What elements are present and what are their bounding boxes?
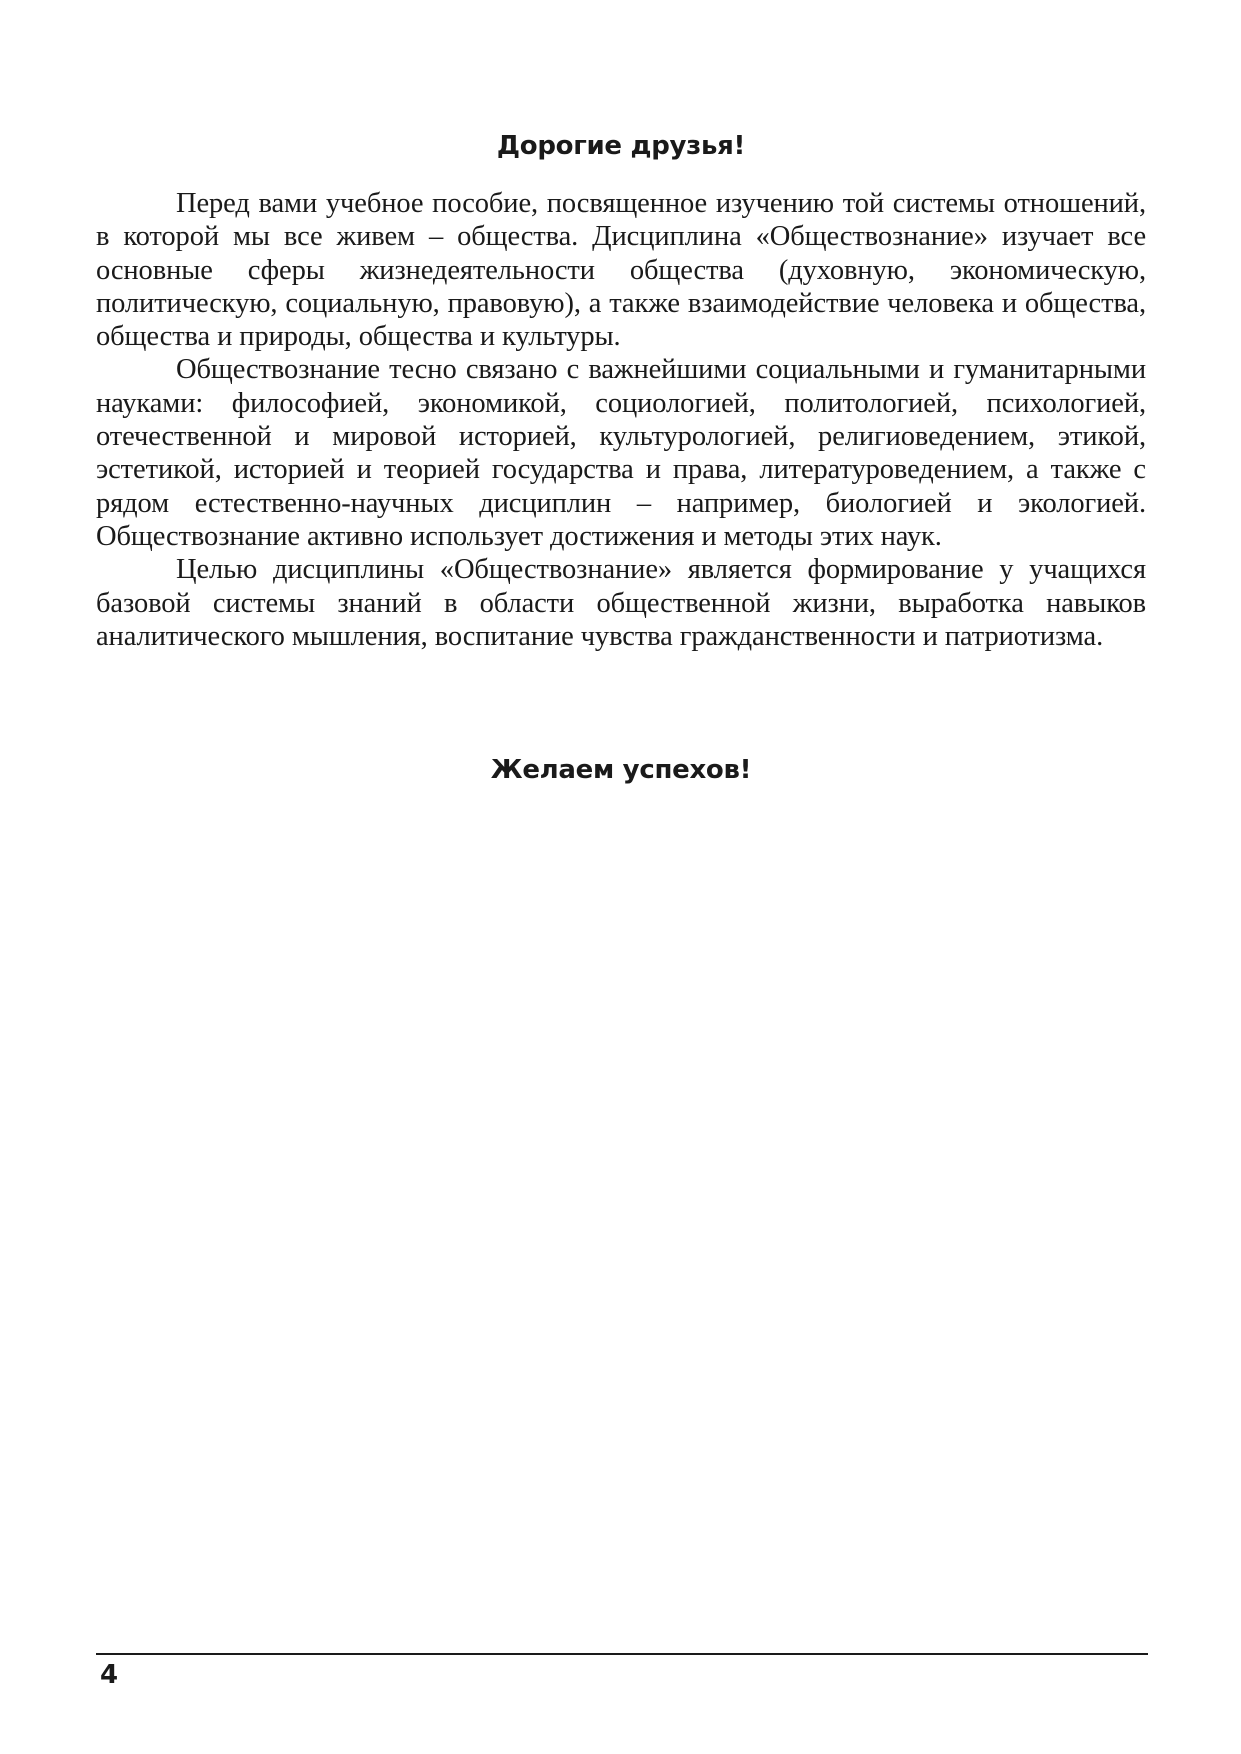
footer-divider <box>96 1653 1148 1655</box>
page-number: 4 <box>100 1660 119 1690</box>
paragraph-goal: Целью дисциплины «Обществознание» является формирование у учащихся базовой системы знаний в области общественной жизни, выработка навыков аналитического мышления, воспитание чувства гражданственности и патриотизма. <box>96 554 1146 652</box>
body-text <box>96 187 1146 653</box>
closing-heading: Желаем успехов! <box>490 755 752 785</box>
page-title: Дорогие друзья! <box>496 131 746 161</box>
paragraph-intro: Перед вами учебное пособие, посвященное изучению той системы отношений, в которой мы все живем – общества. Дисциплина «Обществознание» изучает все основные сферы жизнедеятельности общества (духовную, экономическую, политическую, социальную, правовую), а также взаимодействие человека и общества, общества и природы, общества и культуры. <box>96 188 1146 353</box>
paragraph-related-sciences: Обществознание тесно связано с важнейшими социальными и гуманитарными науками: философией, экономикой, социологией, политологией, психологией, отечественной и мировой историей, культурологией, религиоведением, этикой, эстетикой, историей и теорией государства и права, литературоведением, а также с рядом естественно-научных дисциплин – например, биологией и экологией. Обществознание активно использует достижения и методы этих наук. <box>96 354 1146 552</box>
